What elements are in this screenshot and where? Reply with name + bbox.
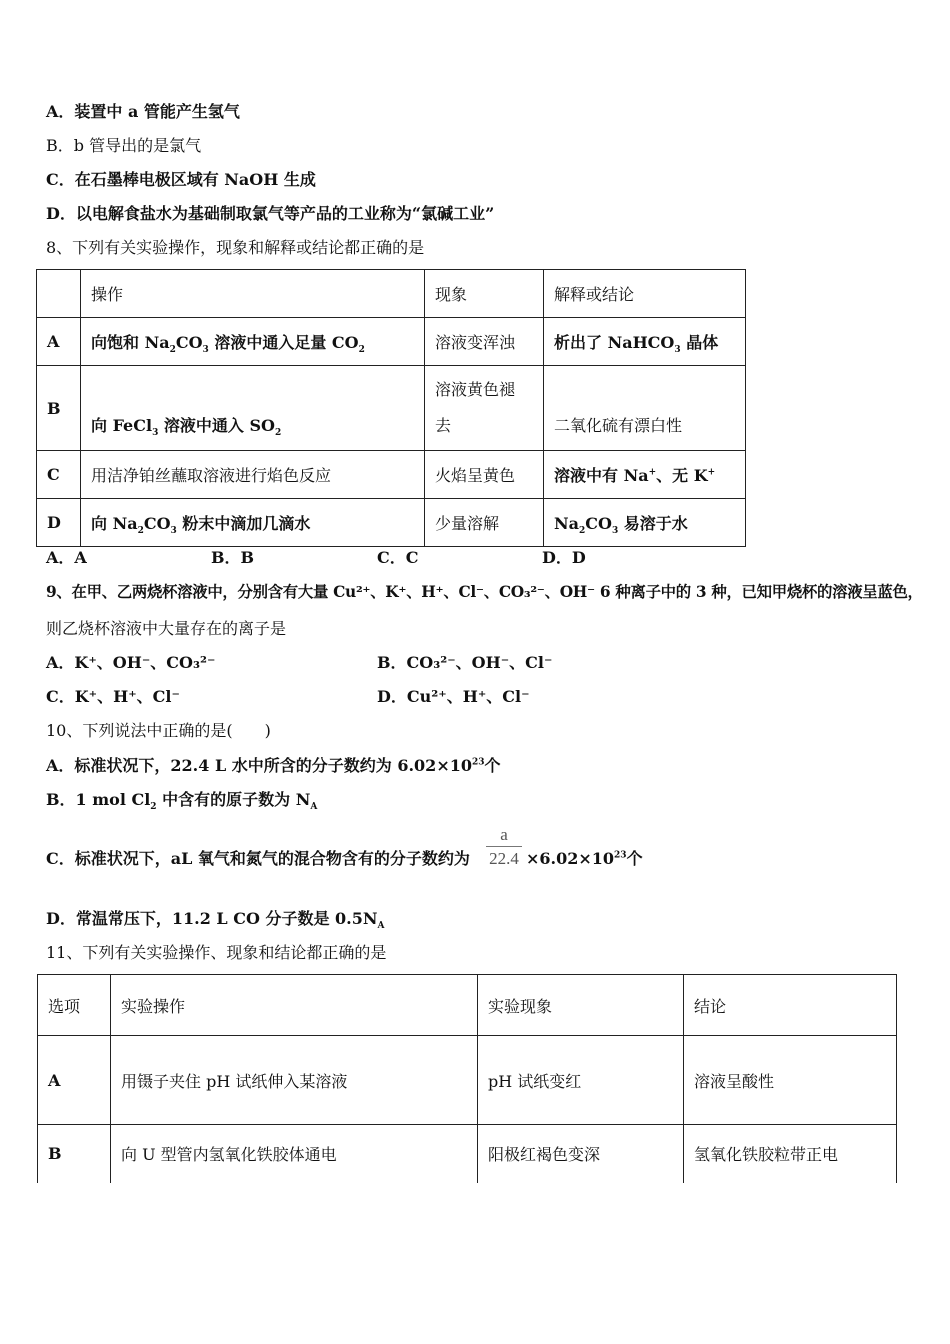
table-row (38, 1125, 897, 1183)
q9-stem-line2: 则乙烧杯溶液中大量存在的离子是 (46, 619, 287, 638)
q8-answer-b: B．B (211, 548, 255, 567)
row-label: B (37, 366, 81, 451)
phenomenon-cell: 阳极红褐色变深 (478, 1125, 684, 1183)
conclusion-cell: 溶液中有 Na+、无 K+ (544, 451, 746, 499)
phenomenon-cell: 火焰呈黄色 (425, 451, 544, 499)
q9-option-d: D．Cu²⁺、H⁺、Cl⁻ (377, 687, 530, 706)
q9-option-b: B．CO₃²⁻、OH⁻、Cl⁻ (377, 653, 553, 672)
operation-cell: 用洁净铂丝蘸取溶液进行焰色反应 (81, 451, 425, 499)
table-row (37, 451, 746, 499)
operation-cell: 向 $Na_2CO_3$ 粉末中滴加几滴水 (81, 499, 425, 547)
q8-answer-a: A．A (46, 548, 87, 567)
header-cell: 实验操作 (111, 975, 478, 1036)
row-label: A (38, 1036, 111, 1125)
q10-option-b: B．1 mol $Cl_2$ 中含有的原子数为 $N_A$ (46, 790, 318, 813)
conclusion-cell: $Na_2CO_3$ 易溶于水 (544, 499, 746, 547)
q8-table (36, 269, 746, 547)
table-row (37, 499, 746, 547)
table-row (38, 1036, 897, 1125)
operation-cell: 向 U 型管内氢氧化铁胶体通电 (111, 1125, 478, 1183)
conclusion-cell: 氢氧化铁胶粒带正电 (684, 1125, 897, 1183)
table-header-row (38, 975, 897, 1036)
conclusion-cell: 二氧化硫有漂白性 (544, 366, 746, 451)
q9-option-c: C．K⁺、H⁺、Cl⁻ (46, 687, 180, 706)
phenomenon-cell: 溶液变浑浊 (425, 318, 544, 366)
fraction (486, 824, 522, 869)
row-label: A (37, 318, 81, 366)
q10-option-c: C．标准状况下，aL 氧气和氮气的混合物含有的分子数约为 (46, 849, 470, 868)
q7-option-a: A．装置中 a 管能产生氢气 (46, 102, 240, 121)
q10-option-c-tail: $\times 6.02\times 10^{23}$个 (526, 849, 643, 868)
q10-option-a: A．标准状况下，22.4 L 水中所含的分子数约为 $6.02\times 10^{23}$个 (46, 756, 501, 775)
phenomenon-cell: 溶液黄色褪 去 (425, 366, 544, 451)
q10-option-d: D．常温常压下，11.2 L CO 分子数是 $0.5N_A$ (46, 909, 385, 932)
operation-cell: 向饱和 $Na_2CO_3$ 溶液中通入足量 $CO_2$ (81, 318, 425, 366)
q10-stem: 10、下列说法中正确的是( ) (46, 721, 271, 740)
q7-option-b: B．b 管导出的是氯气 (46, 136, 202, 155)
fraction-denominator: 22.4 (489, 849, 519, 868)
q7-option-c: C．在石墨棒电极区域有 NaOH 生成 (46, 170, 316, 189)
header-cell: 实验现象 (478, 975, 684, 1036)
conclusion-cell: 溶液呈酸性 (684, 1036, 897, 1125)
q8-stem: 8、下列有关实验操作，现象和解释或结论都正确的是 (46, 238, 425, 257)
header-cell: 解释或结论 (544, 270, 746, 318)
q8-answer-c: C．C (377, 548, 419, 567)
q9-stem-line1: 9、在甲、乙两烧杯溶液中，分别含有大量 Cu²⁺、K⁺、H⁺、Cl⁻、CO₃²⁻、OH⁻ 6 种离子中的 3 种，已知甲烧杯的溶液呈蓝色， (46, 583, 923, 601)
row-label: C (37, 451, 81, 499)
q7-option-d: D．以电解食盐水为基础制取氯气等产品的工业称为“氯碱工业” (46, 204, 495, 223)
header-cell: 结论 (684, 975, 897, 1036)
q11-stem: 11、下列有关实验操作、现象和结论都正确的是 (46, 943, 387, 962)
operation-cell: 向 FeCl$_3$ 溶液中通入 $SO_2$ (81, 366, 425, 451)
phenomenon-cell: 少量溶解 (425, 499, 544, 547)
table-header-row (37, 270, 746, 318)
header-cell: 选项 (38, 975, 111, 1036)
q8-answer-d: D．D (542, 548, 586, 567)
header-cell: 现象 (425, 270, 544, 318)
conclusion-cell: 析出了 NaHCO$_3$ 晶体 (544, 318, 746, 366)
operation-cell: 用镊子夹住 pH 试纸伸入某溶液 (111, 1036, 478, 1125)
header-cell: 操作 (81, 270, 425, 318)
table-row (37, 318, 746, 366)
header-cell (37, 270, 81, 318)
row-label: B (38, 1125, 111, 1183)
q11-table (37, 974, 897, 1183)
q9-option-a: A．K⁺、OH⁻、CO₃²⁻ (46, 653, 216, 672)
table-row (37, 366, 746, 451)
phenomenon-cell: pH 试纸变红 (478, 1036, 684, 1125)
fraction-numerator: a (500, 825, 508, 844)
row-label: D (37, 499, 81, 547)
